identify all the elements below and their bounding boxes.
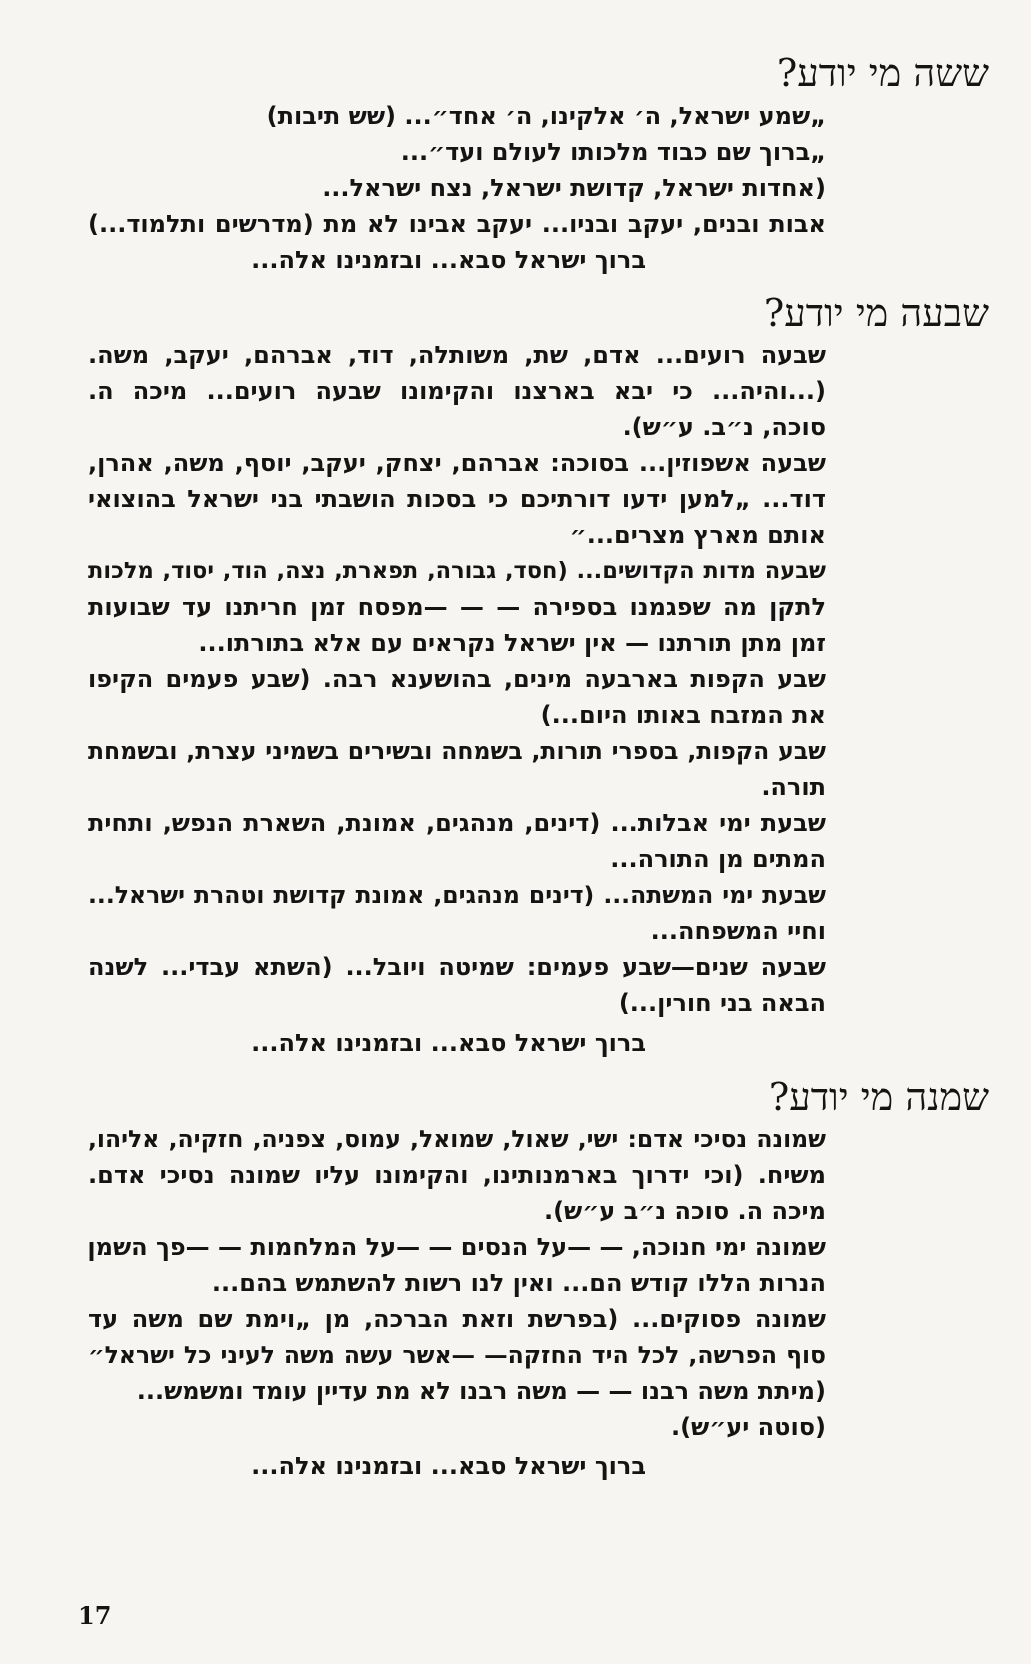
- text-line: (אחדות ישראל, קדושת ישראל, נצח ישראל...: [322, 174, 826, 202]
- text-line: לתקן מה שפגמנו בספירה — — —מפסח זמן חריתנו עד שבועות: [88, 593, 826, 621]
- text-line: „שמע ישראל, ה׳ אלקינו, ה׳ אחד״... (שש תיבות): [266, 102, 826, 130]
- text-line: וחיי המשפחה...: [650, 917, 826, 945]
- text-line: שמונה נסיכי אדם: ישי, שאול, שמואל, עמוס, צפניה, חזקיה, אליהו,: [88, 1125, 826, 1153]
- text-line: את המזבח באותו היום...): [540, 701, 826, 729]
- text-line: זמן מתן תורתנו — אין ישראל נקראים עם אלא בתורתו...: [198, 629, 826, 657]
- text-line: סוף הפרשה, לכל היד החזקה— —אשר עשה משה לעיני כל ישראל״: [88, 1341, 826, 1369]
- text-line: אבות ובנים, יעקב ובניו... יעקב אבינו לא מת (מדרשים ותלמוד...): [88, 210, 826, 238]
- text-line: שבע הקפות בארבעה מינים, בהושענא רבה. (שבע פעמים הקיפו: [88, 665, 826, 693]
- text-line: „ברוך שם כבוד מלכותו לעולם ועד״...: [400, 138, 826, 166]
- text-line: שבעה אשפוזין... בסוכה: אברהם, יצחק, יעקב, יוסף, משה, אהרן,: [88, 449, 826, 477]
- text-line: שמונה ימי חנוכה, — —על הנסים — —על המלחמות — —פך השמן: [87, 1233, 826, 1261]
- text-line: המתים מן התורה...: [610, 845, 826, 873]
- section-title-six: ששה מי יודע?: [776, 51, 989, 95]
- text-line: תורה.: [761, 773, 826, 801]
- text-line: אותם מארץ מצרים...״: [569, 521, 826, 549]
- text-line: מיכה ה. סוכה נ״ב ע״ש).: [543, 1197, 826, 1225]
- text-line: שבע הקפות, בספרי תורות, בשמחה ובשירים בשמיני עצרת, ובשמחת: [88, 737, 826, 765]
- text-line: דוד... „למען ידעו דורתיכם כי בסכות הושבתי בני ישראל בהוצואי: [88, 485, 826, 513]
- text-line: הבאה בני חורין...): [618, 989, 826, 1017]
- text-line: (מיתת משה רבנו — — משה רבנו לא מת עדיין עומד ומשמש...: [136, 1377, 826, 1405]
- text-line: שמונה פסוקים... (בפרשת וזאת הברכה, מן „וימת שם משה עד: [88, 1305, 826, 1333]
- text-line: (סוטה יע״ש).: [670, 1413, 826, 1441]
- text-line: שבעה רועים... אדם, שת, משותלה, דוד, אברהם, יעקב, משה.: [88, 341, 826, 369]
- section-title-seven: שבעה מי יודע?: [763, 291, 989, 335]
- refrain-line: ברוך ישראל סבא... ובזמנינו אלה...: [251, 246, 646, 274]
- text-line: סוכה, נ״ב. ע״ש).: [622, 413, 826, 441]
- text-line: משיח. (וכי ידרוך בארמנותינו, והקימונו עליו שמונה נסיכי אדם.: [88, 1161, 826, 1189]
- text-line: שבעה שנים—שבע פעמים: שמיטה ויובל... (השתא עבדי... לשנה: [88, 953, 826, 981]
- text-line: (...והיה... כי יבא בארצנו והקימונו שבעה רועים... מיכה ה.: [88, 377, 826, 405]
- text-line: שבעת ימי המשתה... (דינים מנהגים, אמונת קדושת וטהרת ישראל...: [88, 881, 826, 909]
- page-number: 17: [78, 1601, 112, 1630]
- section-title-eight: שמנה מי יודע?: [768, 1075, 989, 1119]
- text-line: הנרות הללו קודש הם... ואין לנו רשות להשתמש בהם...: [211, 1269, 826, 1297]
- text-line: שבעה מדות הקדושים... (חסד, גבורה, תפארת, נצה, הוד, יסוד, מלכות: [88, 558, 826, 584]
- refrain-line: ברוך ישראל סבא... ובזמנינו אלה...: [251, 1452, 646, 1480]
- refrain-line: ברוך ישראל סבא... ובזמנינו אלה...: [251, 1029, 646, 1057]
- text-line: שבעת ימי אבלות... (דינים, מנהגים, אמונת, השארת הנפש, ותחית: [88, 809, 826, 837]
